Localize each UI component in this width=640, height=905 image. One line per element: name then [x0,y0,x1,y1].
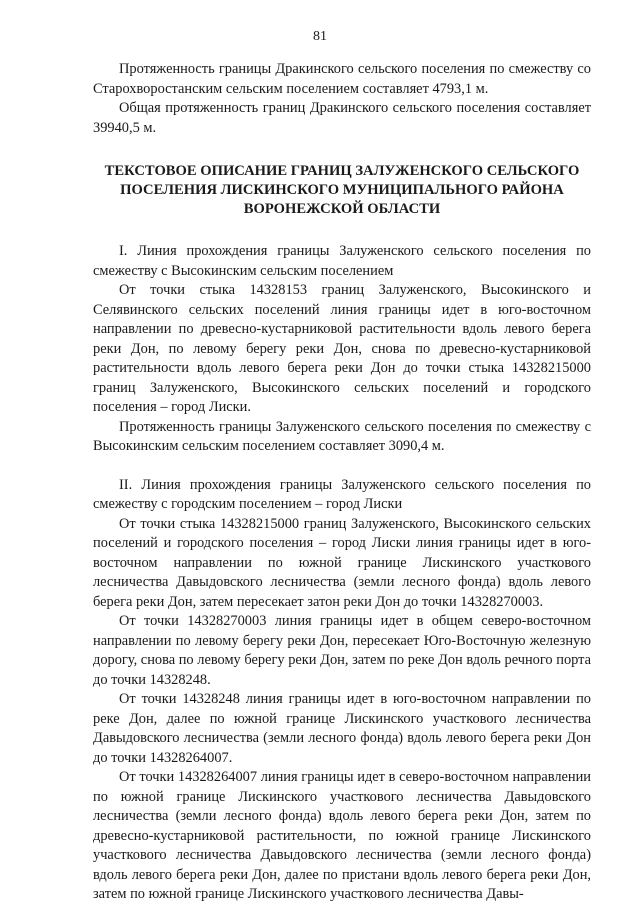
paragraph: Общая протяженность границ Дракинского сельского поселения составляет 39940,5 м. [93,100,591,136]
paragraph: Протяженность границы Залуженского сельского поселения по смежеству с Высокинским сельским поселением составляет 3090,4 м. [93,418,591,454]
page-number: 81 [313,29,327,44]
paragraph: От точки стыка 14328153 границ Залуженского, Высокинского и Селявинского сельских поселений линия границы идет в юго-восточном направлении по древесно-кустарниковой растительности вдоль левого берега реки Дон, по левому берегу реки Дон, снова по древесно-кустарниковой растительности вдоль левого берега реки Дон до точки стыка 14328215000 границ Залуженского, Высокинского сельских поселений и городского поселения – город Лиски. [93,282,591,415]
subsection-title: II. Линия прохождения границы Залуженского сельского поселения по смежеству с городским поселением – город Лиски [93,476,591,512]
paragraph: От точки стыка 14328215000 границ Залуженского, Высокинского сельских поселений и городского поселения – город Лиски линия границы идет в юго-восточном направлении по южной границе Лискинского участкового лесничества Давыдовского лесничества (земли лесного фонда) вдоль левого берега реки Дон, затем пересекает затон реки Дон до точки 14328270003. [93,515,591,610]
heading-line: ВОРОНЕЖСКОЙ ОБЛАСТИ [243,201,441,217]
paragraph: От точки 14328264007 линия границы идет в северо-восточном направлении по южной границе Лискинского участкового лесничества Давыдовского лесничества (земли лесного фонда) вдоль левого берега реки Дон, затем по древесно-кустарниковой растительности, по южной границе Лискинского участкового лесничества Давыдовского лесничества (земли лесного фонда) вдоль левого берега реки Дон, далее по пристани вдоль левого берега реки Дон, затем по южной границе Лискинского участкового лесничества Давы- [93,769,591,902]
subsection-title: I. Линия прохождения границы Залуженского сельского поселения по смежеству с Высокинским сельским поселением [93,243,591,279]
heading-line: ПОСЕЛЕНИЯ ЛИСКИНСКОГО МУНИЦИПАЛЬНОГО РАЙОНА [120,182,564,198]
paragraph: Протяженность границы Дракинского сельского поселения по смежеству со Старохворостанским сельским поселением составляет 4793,1 м. [93,61,591,97]
document-body [93,60,591,905]
paragraph: От точки 14328248 линия границы идет в юго-восточном направлении по реке Дон, далее по южной границе Лискинского участкового лесничества Давыдовского лесничества (земли лесного фонда) вдоль левого берега реки Дон до точки 14328264007. [93,691,591,766]
paragraph: От точки 14328270003 линия границы идет в общем северо-восточном направлении по левому берегу реки Дон, пересекает Юго-Восточную железную дорогу, снова по левому берегу реки Дон, затем по реке Дон вдоль речного порта до точки 14328248. [93,613,591,688]
section-heading [93,162,591,219]
heading-line: ТЕКСТОВОЕ ОПИСАНИЕ ГРАНИЦ ЗАЛУЖЕНСКОГО СЕЛЬСКОГО [104,163,580,179]
